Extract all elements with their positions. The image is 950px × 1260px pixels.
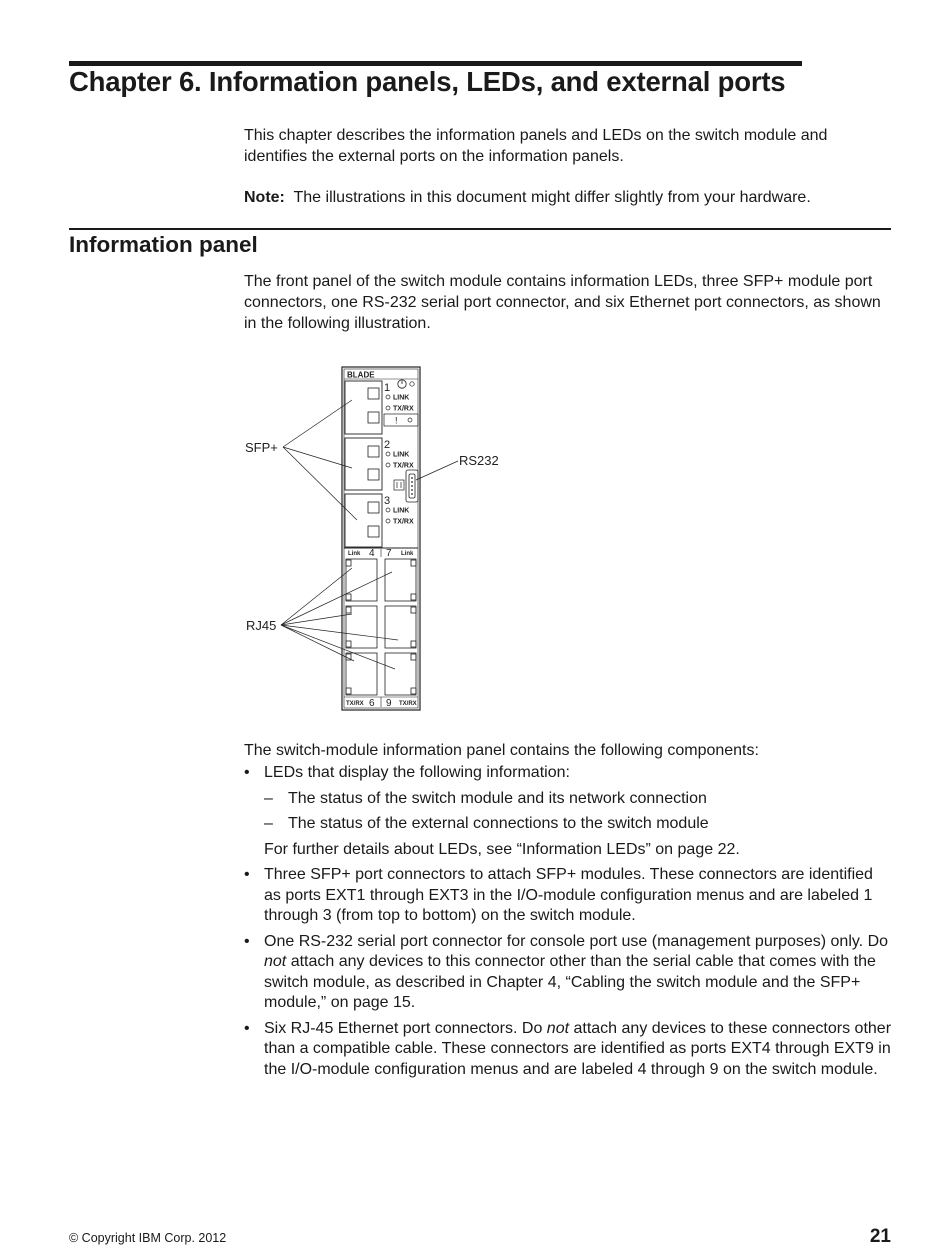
components-intro: The switch-module information panel contains the following components: [244, 742, 759, 759]
rj45-port-4 [346, 559, 377, 601]
section-title: Information panel [69, 232, 258, 257]
rj45-number-4: 4 [369, 548, 375, 559]
led-more-text: For further details about LEDs, see “Information LEDs” on page 22. [264, 840, 740, 858]
sfp-port-number-2: 2 [384, 439, 391, 451]
serial-icon [394, 480, 404, 490]
footer-copyright: © Copyright IBM Corp. 2012 [69, 1231, 227, 1245]
panel-inner-outline [344, 369, 418, 708]
txrx-label-1: TX/RX [393, 405, 414, 413]
rj45-text-pre: Six RJ-45 Ethernet port connectors. Do [264, 1019, 547, 1037]
link-label-3: LINK [393, 507, 410, 515]
txrx-label-3: TX/RX [393, 518, 414, 526]
alert-icon: ! [395, 415, 398, 426]
callout-rs232-line [416, 461, 458, 480]
rj45-link-label-right: Link [401, 551, 414, 557]
switch-panel-figure [240, 362, 499, 714]
note-label: Note: [244, 189, 285, 206]
rj45-number-7: 7 [386, 548, 392, 559]
alert-led-box [384, 414, 418, 426]
list-item [244, 932, 894, 1014]
list-item [244, 763, 894, 860]
rj45-port-5 [346, 606, 377, 648]
callout-rj45: RJ45 [246, 618, 277, 633]
rj45-number-6: 6 [369, 698, 375, 709]
list-item: – The status of the external connections to the switch module [264, 814, 894, 835]
callout-sfp-lines [283, 400, 357, 520]
rj45-port-7 [385, 559, 416, 601]
link-led-1 [386, 395, 390, 399]
rj45-text-post: attach any devices to these connectors other than a compatible cable. These connectors are identified as ports EXT4 through EXT9 in the I/O-module configuration menus and are labeled 4 through 9 on the switch module. [264, 1019, 892, 1078]
link-label-2: LINK [393, 451, 410, 459]
rj45-txrx-label-left: TX/RX [346, 701, 364, 707]
callout-rj45-lines [281, 568, 398, 669]
components-list [244, 763, 894, 1085]
callout-sfp: SFP+ [245, 440, 278, 455]
link-led-3 [386, 508, 390, 512]
led-item-text: LEDs that display the following information: [264, 764, 570, 781]
section-rule [69, 228, 891, 230]
link-label-1: LINK [393, 394, 410, 402]
sfp-port-number-3: 3 [384, 495, 391, 507]
txrx-label-2: TX/RX [393, 462, 414, 470]
rs232-text-post: attach any devices to this connector other than the serial cable that comes with the switch module, as described in Chapter 4, “Cabling the switch module and the SFP+ module,” on page 15. [264, 953, 876, 1011]
led-sub-list [264, 789, 894, 835]
list-item: – The status of the switch module and its network connection [264, 789, 894, 810]
sfp-port-1 [345, 381, 382, 434]
txrx-led-1 [386, 406, 390, 410]
note-paragraph [244, 187, 894, 208]
power-led [410, 382, 414, 386]
sfp-port-number-1: 1 [384, 382, 391, 394]
power-icon [398, 380, 406, 388]
rs232-text-pre: One RS-232 serial port connector for console port use (management purposes) only. Do [264, 932, 889, 950]
intro-paragraph: This chapter describes the information panels and LEDs on the switch module and identifies the external ports on the information panels. [244, 127, 828, 165]
rj45-emphasis: not [546, 1019, 570, 1037]
callout-rs232: RS232 [459, 453, 499, 468]
txrx-led-2 [386, 463, 390, 467]
list-item [244, 1019, 894, 1081]
rs232-emphasis: not [264, 953, 287, 970]
chapter-title: Chapter 6. Information panels, LEDs, and external ports [69, 66, 786, 97]
brand-label: BLADE [347, 370, 375, 380]
page-number: 21 [869, 1226, 891, 1247]
txrx-led-3 [386, 519, 390, 523]
rj45-port-9 [385, 653, 416, 695]
rs232-connector [406, 470, 418, 502]
list-item: • Three SFP+ port connectors to attach SFP+ modules. These connectors are identified as ports EXT1 through EXT3 in the I/O-module configuration menus and are labeled 1 through 3 (from top to bottom) on the switch module. [244, 865, 894, 927]
rj45-number-9: 9 [386, 698, 392, 709]
note-text: The illustrations in this document might differ slightly from your hardware. [293, 189, 811, 206]
section-paragraph: The front panel of the switch module contains information LEDs, three SFP+ module port connectors, one RS-232 serial port connector, and six Ethernet port connectors, as shown in the following illustration. [244, 273, 881, 332]
rj45-port-8 [385, 606, 416, 648]
rj45-txrx-label-right: TX/RX [399, 701, 417, 707]
link-led-2 [386, 452, 390, 456]
alert-led [408, 418, 412, 422]
rj45-link-label-left: Link [348, 551, 361, 557]
